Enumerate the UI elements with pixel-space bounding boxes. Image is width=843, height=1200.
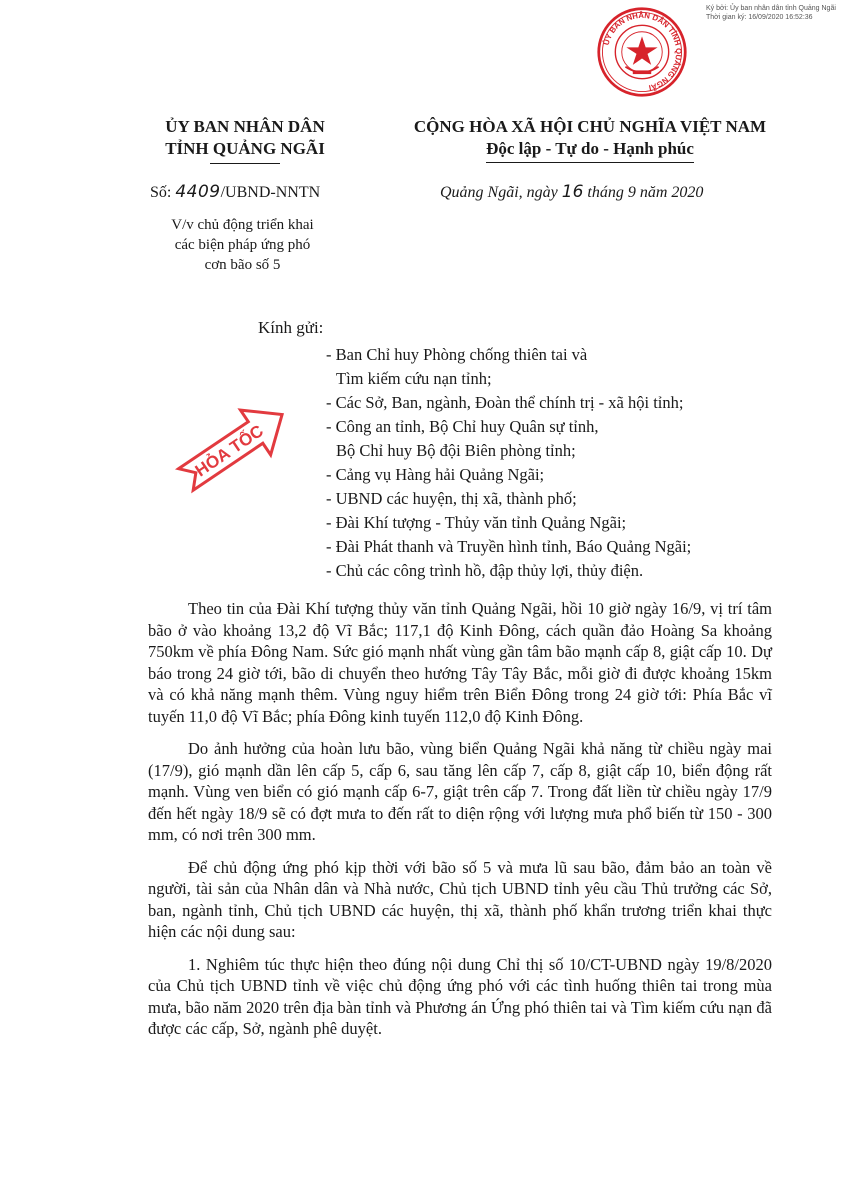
date-prefix: Quảng Ngãi, ngày [440,184,562,201]
signed-by-text: Ký bởi: Ủy ban nhân dân tỉnh Quảng Ngãi [706,5,836,12]
date-day-handwritten: 16 [561,182,584,202]
issuer-line-1: ỦY BAN NHÂN DÂN [165,117,325,136]
body-paragraph: Để chủ động ứng phó kịp thời với bão số 5 và mưa lũ sau bão, đảm bảo an toàn về người, tài sản của Nhân dân và Nhà nước, Chủ tịch UBND tỉnh yêu cầu Thủ trưởng các Sở, ban, ngành tỉnh, Chủ tịch UBND các huyện, thị xã, thành phố khẩn trương triển khai thực hiện các nội dung sau: [148,857,772,941]
document-number-handwritten: 4409 [175,182,221,202]
issuer-line-2: TỈNH QUẢNG NGÃI [165,139,325,158]
body-paragraph: Theo tin của Đài Khí tượng thủy văn tỉnh Quảng Ngãi, hồi 10 giờ ngày 16/9, vị trí tâm bão ở vào khoảng 13,2 độ Vĩ Bắc; 117,1 độ Kinh Đông, cách quần đảo Hoàng Sa khoảng 750km về phía Đông Nam. Sức gió mạnh nhất vùng gần tâm bão mạnh cấp 8, giật cấp 10. Dự báo trong 24 giờ tới, bão di chuyển theo hướng Tây Tây Bắc, mỗi giờ đi được khoảng 15km và có khả năng mạnh thêm. Vùng nguy hiểm trên Biển Đông trong 24 giờ tới: Phía Bắc vĩ tuyến 11,0 độ Vĩ Bắc; phía Đông kinh tuyến 112,0 độ Kinh Đông. [148,599,772,726]
recipient-line: Bộ Chỉ huy Bộ đội Biên phòng tỉnh; [336,441,576,460]
recipient-line: - Chủ các công trình hồ, đập thủy lợi, thủy điện. [326,561,644,580]
digital-signature-info [706,4,838,22]
national-title: CỘNG HÒA XÃ HỘI CHỦ NGHĨA VIỆT NAM [413,117,767,136]
official-seal-icon [596,6,688,98]
document-date [440,182,703,202]
document-subject [150,215,335,275]
document-number-suffix: /UBND-NNTN [220,184,321,201]
national-motto: Độc lập - Tự do - Hạnh phúc [486,138,694,163]
document-number [150,182,320,202]
recipient-line: - Đài Khí tượng - Thủy văn tỉnh Quảng Ngãi; [326,513,627,532]
greeting: Kính gửi: [258,318,324,337]
sign-time-text: Thời gian ký: 16/09/2020 16:52:36 [706,14,813,21]
date-suffix: tháng 9 năm 2020 [583,184,704,201]
document-number-prefix: Số: [150,184,176,201]
subject-line-3: cơn bão số 5 [204,257,281,273]
issuer-header [120,116,370,164]
recipient-line: - Công an tỉnh, Bộ Chỉ huy Quân sự tỉnh, [326,417,599,436]
recipient-line: - Các Sở, Ban, ngành, Đoàn thể chính trị - xã hội tỉnh; [326,393,684,412]
document-body [148,598,772,1051]
issuer-underline [210,163,280,164]
recipient-line: - Ban Chỉ huy Phòng chống thiên tai và [326,345,588,364]
svg-text:ỦY BAN NHÂN DÂN TỈNH QUẢNG NGÃ: ỦY BAN NHÂN DÂN TỈNH QUẢNG NGÃI [601,10,684,93]
national-header [380,116,800,163]
recipient-line: - Đài Phát thanh và Truyền hình tỉnh, Báo Quảng Ngãi; [326,537,692,556]
svg-text:HỎA TỐC: HỎA TỐC [191,421,267,481]
recipient-line: - UBND các huyện, thị xã, thành phố; [326,489,577,508]
body-paragraph: 1. Nghiêm túc thực hiện theo đúng nội dung Chỉ thị số 10/CT-UBND ngày 19/8/2020 của Chủ tịch UBND tỉnh về việc chủ động ứng phó với các tình huống thiên tai trong mùa mưa, bão năm 2020 trên địa bàn tỉnh và Phương án Ứng phó thiên tai và Tìm kiếm cứu nạn đã được các cấp, Sở, ngành phê duyệt. [148,954,772,1038]
urgent-stamp-icon [168,394,300,500]
recipient-line: - Cảng vụ Hàng hải Quảng Ngãi; [326,465,545,484]
recipient-line: Tìm kiếm cứu nạn tỉnh; [336,369,492,388]
body-paragraph: Do ảnh hưởng của hoàn lưu bão, vùng biển Quảng Ngãi khả năng từ chiều ngày mai (17/9), gió mạnh dần lên cấp 5, cấp 6, sau tăng lên cấp 7, cấp 8, giật cấp 10, biển động rất mạnh. Vùng ven biển có gió mạnh cấp 6-7, giật trên cấp 7. Trong đất liền từ chiều ngày 17/9 đến hết ngày 18/9 sẽ có đợt mưa to đến rất to diện rộng với lượng mưa phổ biến từ 150 - 300 mm, có nơi trên 300 mm. [148,739,772,844]
subject-line-2: các biện pháp ứng phó [174,237,311,253]
subject-line-1: V/v chủ động triển khai [171,217,314,233]
recipient-list [326,343,796,583]
